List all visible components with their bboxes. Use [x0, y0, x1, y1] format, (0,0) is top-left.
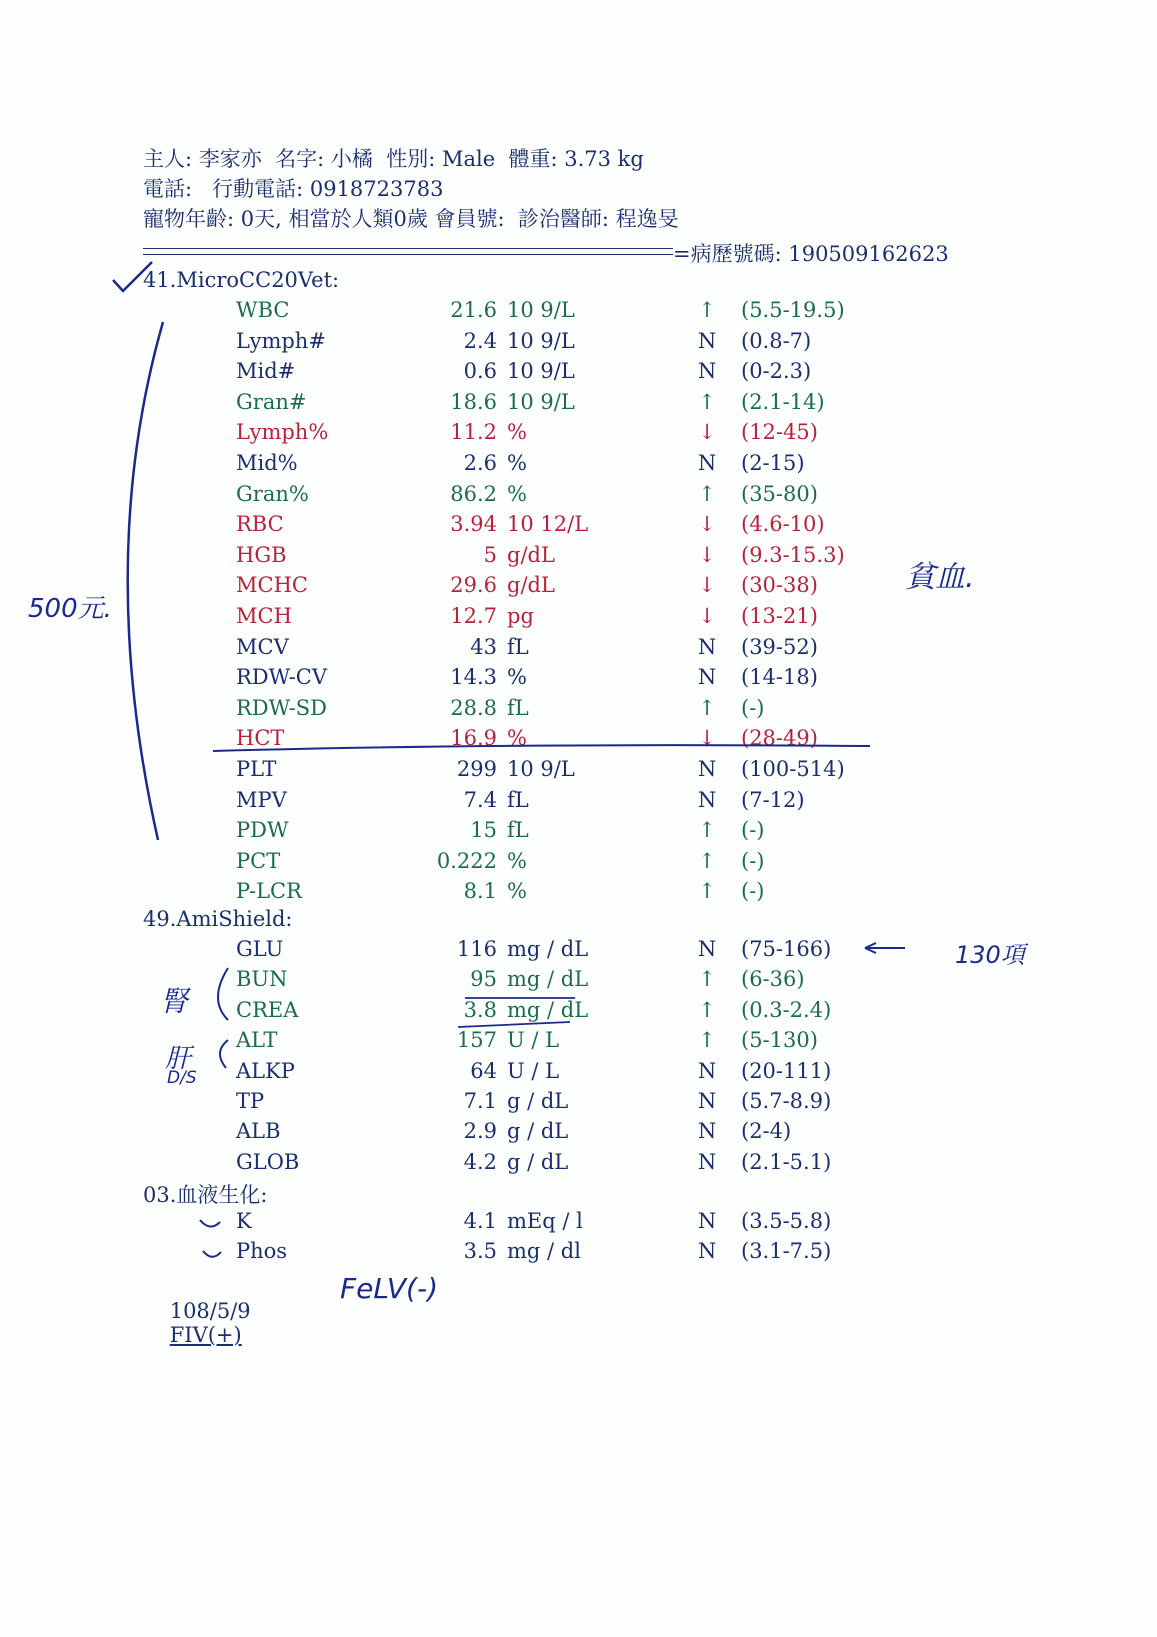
test-name: MPV — [236, 787, 287, 812]
footer-line — [143, 1275, 251, 1371]
test-name: HCT — [236, 726, 285, 751]
test-unit: g/dL — [507, 542, 555, 567]
test-unit: mEq / l — [507, 1209, 583, 1233]
test-unit: fL — [507, 634, 529, 659]
reference-range: (7-12) — [741, 787, 805, 812]
test-name: RBC — [236, 512, 284, 537]
test-flag: N — [697, 634, 717, 659]
test-name: CREA — [236, 997, 299, 1022]
test-name: TP — [236, 1089, 265, 1113]
test-name: BUN — [236, 967, 288, 992]
test-unit: fL — [507, 818, 529, 843]
section-title-blood-chemistry: 03.血液生化: — [143, 1183, 268, 1207]
test-unit: 10 9/L — [507, 757, 575, 781]
test-unit: 10 9/L — [507, 298, 575, 322]
handwritten-liver-sub: D/S — [167, 1068, 197, 1088]
test-value: 18.6 — [450, 389, 497, 414]
test-name: ALB — [236, 1119, 281, 1144]
test-value: 3.94 — [450, 512, 497, 537]
test-unit: U / L — [507, 1058, 560, 1083]
table-row — [0, 1119, 1157, 1149]
reference-range: (6-36) — [741, 967, 805, 992]
test-name: RDW-SD — [236, 695, 328, 720]
reference-range: (13-21) — [741, 604, 818, 628]
test-unit: g/dL — [507, 573, 555, 598]
test-unit: mg / dL — [507, 967, 589, 992]
test-value: 8.1 — [463, 879, 497, 904]
test-value: 15 — [470, 818, 497, 843]
table-row — [0, 1209, 1157, 1239]
reference-range: (-) — [741, 695, 765, 720]
table-row — [0, 788, 1157, 818]
test-flag: ↑ — [698, 967, 716, 992]
table-row — [0, 1150, 1157, 1180]
test-flag: N — [697, 665, 717, 690]
reference-range: (100-514) — [741, 757, 845, 781]
test-name: RDW-CV — [236, 665, 328, 690]
table-row — [0, 696, 1157, 726]
reference-range: (4.6-10) — [741, 512, 825, 537]
test-name: Gran% — [236, 481, 309, 506]
table-row — [0, 879, 1157, 909]
test-name: Lymph% — [236, 420, 329, 445]
test-flag: N — [697, 1119, 717, 1144]
test-flag: N — [697, 328, 717, 353]
test-flag: ↑ — [698, 879, 716, 904]
test-value: 14.3 — [450, 665, 497, 690]
table-row — [0, 1089, 1157, 1119]
reference-range: (20-111) — [741, 1058, 832, 1083]
test-flag: N — [697, 1089, 717, 1113]
section-title-microcc20vet: 41.MicroCC20Vet: — [143, 268, 340, 292]
test-value: 3.8 — [463, 997, 497, 1022]
reference-range: (5-130) — [741, 1028, 818, 1053]
test-flag: ↓ — [698, 542, 716, 567]
test-flag: ↑ — [698, 997, 716, 1022]
table-row — [0, 359, 1157, 389]
test-unit: mg / dl — [507, 1239, 581, 1264]
footer-date: 108/5/9 — [169, 1299, 251, 1323]
test-name: HGB — [236, 542, 287, 567]
test-flag: ↓ — [698, 573, 716, 598]
test-value: 29.6 — [450, 573, 497, 598]
test-name: ALKP — [236, 1058, 295, 1083]
test-unit: U / L — [507, 1028, 560, 1053]
table-row — [0, 635, 1157, 665]
footer-fiv: FIV(+) — [169, 1323, 242, 1347]
reference-range: (30-38) — [741, 573, 818, 598]
test-name: MCHC — [236, 573, 308, 598]
test-name: PLT — [236, 757, 277, 781]
test-flag: N — [697, 787, 717, 812]
table-row — [0, 818, 1157, 848]
test-unit: % — [507, 879, 527, 904]
reference-range: (35-80) — [741, 481, 818, 506]
table-row — [0, 604, 1157, 634]
test-unit: 10 9/L — [507, 359, 575, 384]
test-unit: 10 9/L — [507, 328, 575, 353]
test-unit: % — [507, 665, 527, 690]
test-flag: N — [697, 1149, 717, 1174]
reference-range: (0.8-7) — [741, 328, 812, 353]
reference-range: (0.3-2.4) — [741, 997, 832, 1022]
reference-range: (28-49) — [741, 726, 818, 751]
table-row — [0, 757, 1157, 787]
test-value: 95 — [470, 967, 497, 992]
test-flag: N — [697, 1058, 717, 1083]
test-value: 157 — [456, 1028, 497, 1053]
handwritten-price: 500元. — [28, 594, 112, 624]
reference-range: (12-45) — [741, 420, 818, 445]
test-name: MCV — [236, 634, 289, 659]
test-flag: ↑ — [698, 818, 716, 843]
test-unit: 10 9/L — [507, 389, 575, 414]
test-unit: 10 12/L — [507, 512, 589, 537]
table-row — [0, 726, 1157, 756]
handwritten-anemia: 貧血. — [905, 560, 975, 595]
test-flag: ↓ — [698, 512, 716, 537]
reference-range: (5.5-19.5) — [741, 298, 845, 322]
test-flag: ↑ — [698, 481, 716, 506]
handwritten-liver: 肝 — [165, 1044, 192, 1074]
test-value: 0.222 — [436, 848, 497, 873]
test-flag: ↓ — [698, 604, 716, 628]
owner-line: 主人: 李家亦 名字: 小橘 性別: Male 體重: 3.73 kg — [143, 147, 644, 171]
test-flag: ↑ — [698, 848, 716, 873]
test-unit: mg / dL — [507, 937, 589, 961]
handwritten-item-count: 130項 — [955, 941, 1025, 969]
table-row — [0, 1239, 1157, 1269]
table-row — [0, 573, 1157, 603]
pet-age-line: 寵物年齡: 0天, 相當於人類0歲 會員號: 診治醫師: 程逸旻 — [143, 207, 679, 231]
test-flag: ↑ — [698, 1028, 716, 1053]
test-value: 28.8 — [450, 695, 497, 720]
reference-range: (2.1-5.1) — [741, 1149, 832, 1174]
reference-range: (-) — [741, 879, 765, 904]
test-name: Mid# — [236, 359, 296, 384]
test-flag: ↑ — [698, 298, 716, 322]
test-flag: N — [697, 1239, 717, 1264]
test-name: WBC — [236, 298, 290, 322]
test-name: Mid% — [236, 451, 298, 475]
test-flag: ↑ — [698, 389, 716, 414]
test-name: GLU — [236, 937, 284, 961]
test-value: 16.9 — [450, 726, 497, 751]
test-unit: fL — [507, 787, 529, 812]
test-flag: ↓ — [698, 726, 716, 751]
test-value: 21.6 — [450, 298, 497, 322]
test-flag: N — [697, 937, 717, 961]
test-unit: g / dL — [507, 1119, 569, 1144]
test-value: 7.1 — [463, 1089, 497, 1113]
test-value: 299 — [456, 757, 497, 781]
test-unit: % — [507, 420, 527, 445]
test-name: Phos — [236, 1239, 288, 1264]
reference-range: (2-15) — [741, 451, 805, 475]
reference-range: (-) — [741, 848, 765, 873]
table-row — [0, 849, 1157, 879]
test-unit: % — [507, 481, 527, 506]
handwritten-felv: FeLV(-) — [340, 1272, 438, 1305]
case-number: =病歷號碼: 190509162623 — [673, 242, 949, 266]
test-value: 2.4 — [463, 328, 497, 353]
table-row — [0, 665, 1157, 695]
test-value: 11.2 — [450, 420, 497, 445]
test-value: 12.7 — [450, 604, 497, 628]
test-unit: % — [507, 726, 527, 751]
section-title-amishield: 49.AmiShield: — [143, 907, 293, 931]
table-row — [0, 420, 1157, 450]
test-flag: ↓ — [698, 420, 716, 445]
reference-range: (14-18) — [741, 665, 818, 690]
test-flag: N — [697, 451, 717, 475]
reference-range: (75-166) — [741, 937, 832, 961]
reference-range: (5.7-8.9) — [741, 1089, 832, 1113]
reference-range: (2.1-14) — [741, 389, 825, 414]
test-value: 2.6 — [463, 451, 497, 475]
test-unit: mg / dL — [507, 997, 589, 1022]
test-name: PCT — [236, 848, 281, 873]
reference-range: (39-52) — [741, 634, 818, 659]
test-unit: g / dL — [507, 1149, 569, 1174]
table-row — [0, 512, 1157, 542]
test-value: 4.1 — [463, 1209, 497, 1233]
test-name: MCH — [236, 604, 292, 628]
test-flag: ↑ — [698, 695, 716, 720]
table-row — [0, 390, 1157, 420]
test-name: GLOB — [236, 1149, 300, 1174]
reference-range: (3.1-7.5) — [741, 1239, 832, 1264]
table-row — [0, 543, 1157, 573]
reference-range: (3.5-5.8) — [741, 1209, 832, 1233]
test-value: 0.6 — [463, 359, 497, 384]
test-flag: N — [697, 757, 717, 781]
test-name: P-LCR — [236, 879, 302, 904]
test-value: 64 — [470, 1058, 497, 1083]
test-name: ALT — [236, 1028, 278, 1053]
table-row — [0, 298, 1157, 328]
test-value: 4.2 — [463, 1149, 497, 1174]
test-value: 86.2 — [450, 481, 497, 506]
test-unit: fL — [507, 695, 529, 720]
test-name: K — [236, 1209, 252, 1233]
test-flag: N — [697, 1209, 717, 1233]
test-unit: g / dL — [507, 1089, 569, 1113]
reference-range: (-) — [741, 818, 765, 843]
test-value: 3.5 — [463, 1239, 497, 1264]
test-flag: N — [697, 359, 717, 384]
test-value: 7.4 — [463, 787, 497, 812]
table-row — [0, 329, 1157, 359]
test-name: Gran# — [236, 389, 307, 414]
reference-range: (0-2.3) — [741, 359, 812, 384]
test-unit: % — [507, 848, 527, 873]
test-value: 43 — [470, 634, 497, 659]
table-row — [0, 482, 1157, 512]
test-name: PDW — [236, 818, 289, 843]
test-value: 116 — [456, 937, 497, 961]
separator-double-line — [143, 248, 673, 255]
phone-line: 電話: 行動電話: 0918723783 — [143, 177, 444, 201]
reference-range: (9.3-15.3) — [741, 542, 845, 567]
handwritten-kidney: 腎 — [160, 985, 189, 1018]
test-value: 2.9 — [463, 1119, 497, 1144]
table-row — [0, 451, 1157, 481]
test-name: Lymph# — [236, 328, 326, 353]
test-value: 5 — [483, 542, 497, 567]
test-unit: % — [507, 451, 527, 475]
reference-range: (2-4) — [741, 1119, 792, 1144]
test-unit: pg — [507, 604, 534, 628]
